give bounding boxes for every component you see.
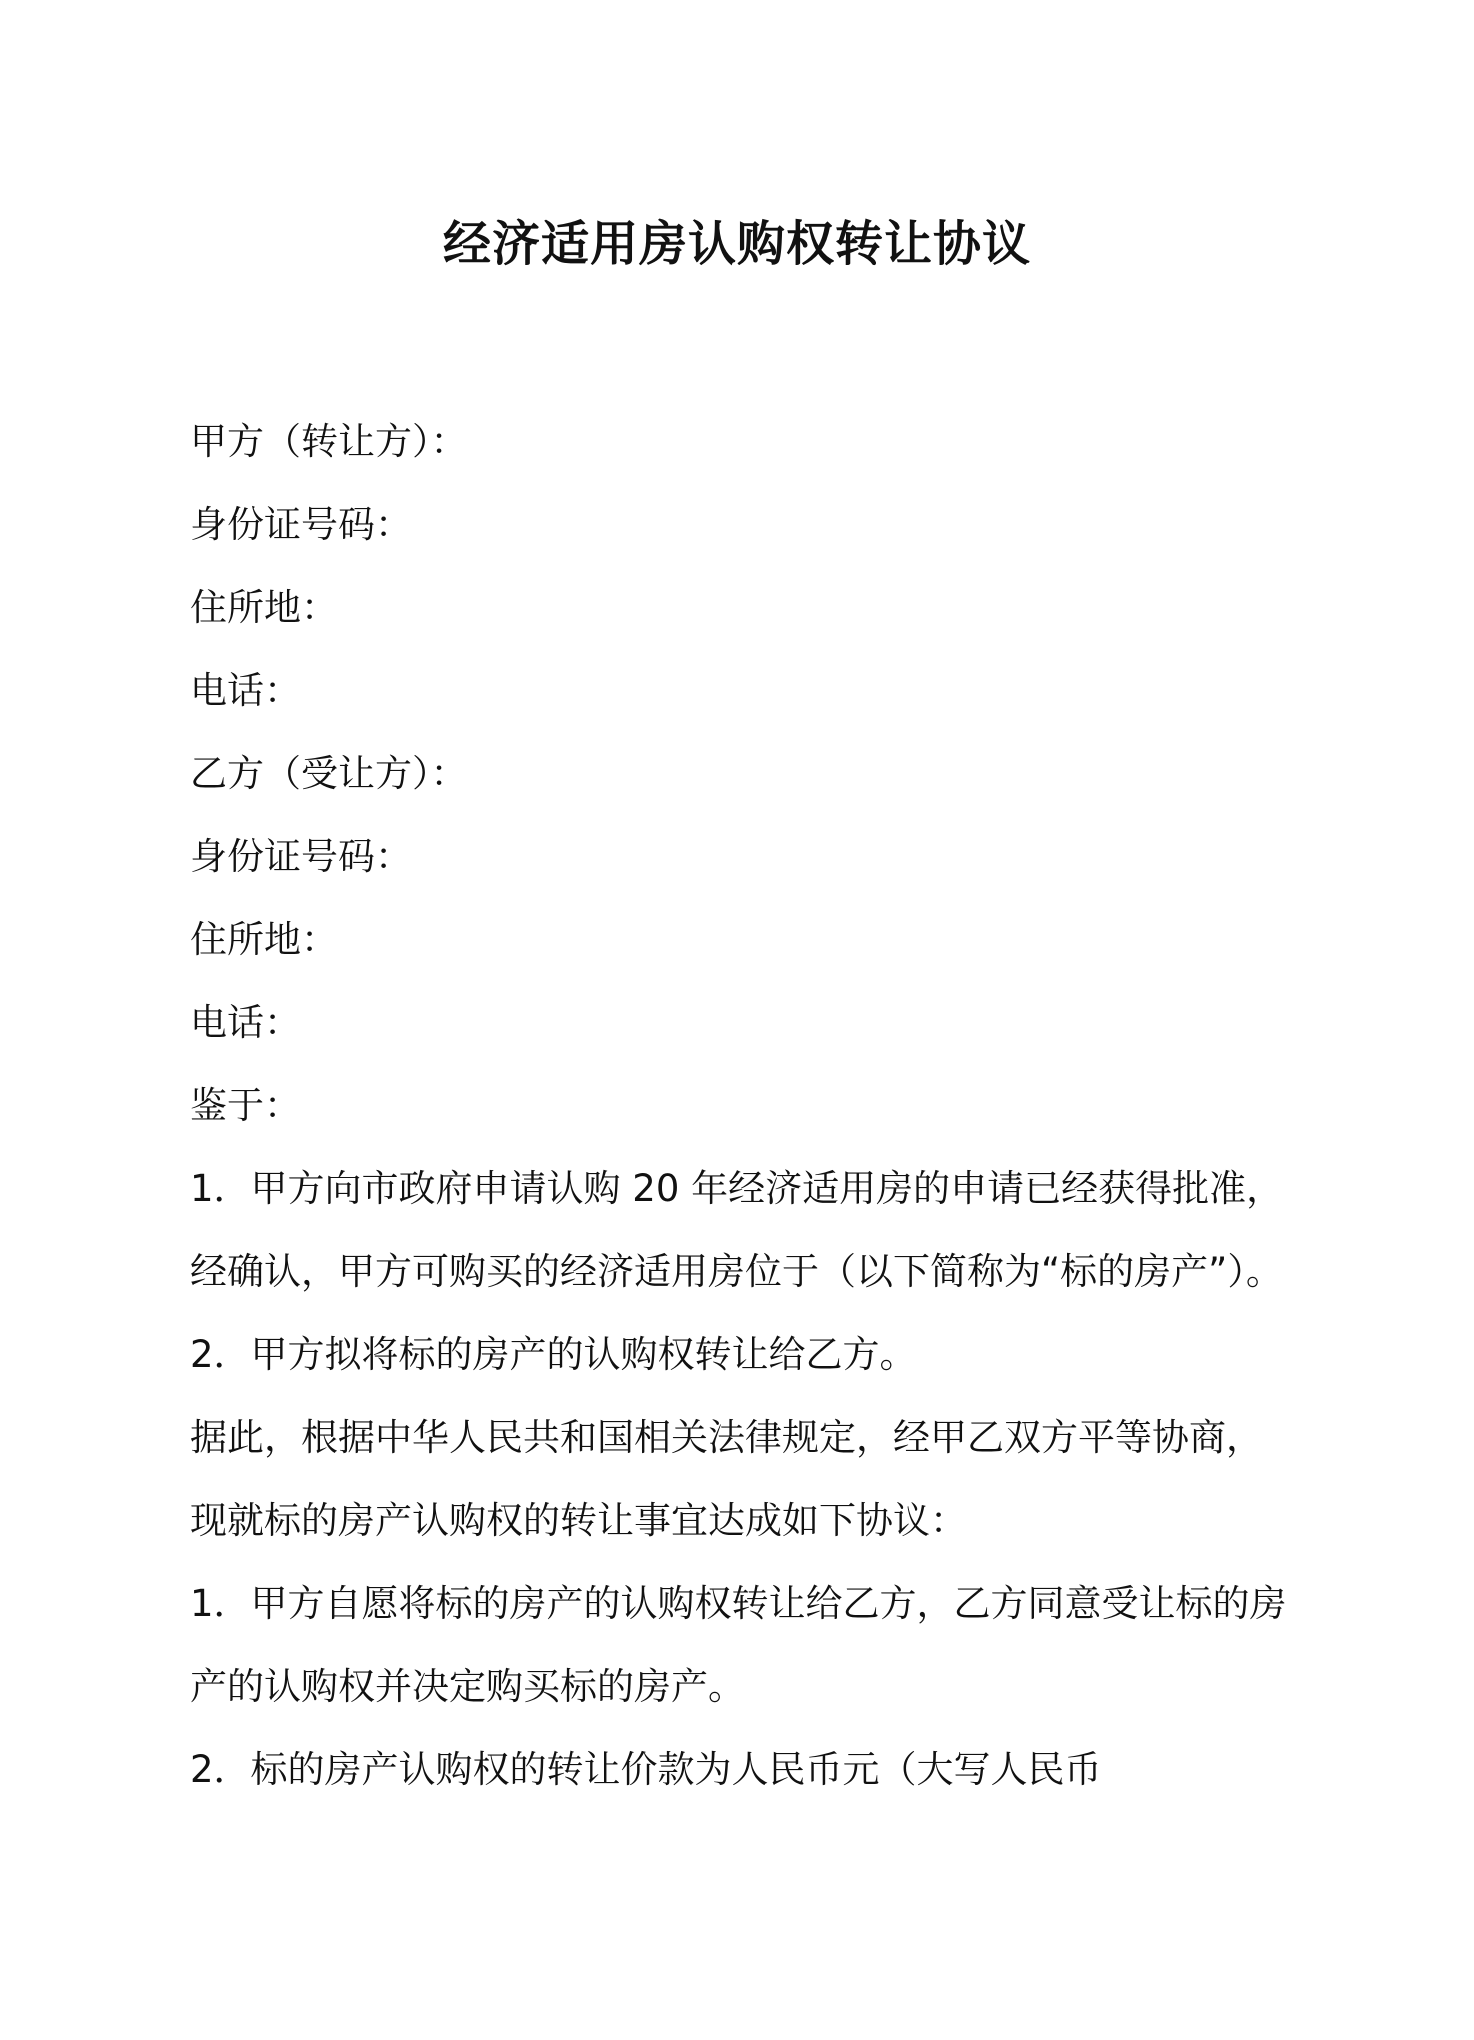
agreement-preamble-continued: 现就标的房产认购权的转让事宜达成如下协议： (190, 1499, 967, 1542)
document-body (190, 400, 1310, 1811)
document-title: 经济适用房认购权转让协议 (442, 216, 1031, 272)
party-b-label: 乙方（受让方）： (190, 752, 468, 795)
whereas-clause-1-continued: 经确认，甲方可购买的经济适用房位于（以下简称为“标的房产”）。 (190, 1250, 1283, 1293)
agreement-preamble: 据此，根据中华人民共和国相关法律规定，经甲乙双方平等协商， (190, 1416, 1263, 1459)
agreement-clause-1-continued: 产的认购权并决定购买标的房产。 (190, 1665, 745, 1708)
whereas-clause-2: 2．甲方拟将标的房产的认购权转让给乙方。 (190, 1333, 917, 1376)
party-a-label: 甲方（转让方）： (190, 420, 468, 463)
party-a-id-label: 身份证号码： (190, 503, 412, 546)
party-b-address-label: 住所地： (190, 918, 338, 961)
party-a-address-label: 住所地： (190, 586, 338, 629)
agreement-clause-1: 1．甲方自愿将标的房产的认购权转让给乙方，乙方同意受让标的房 (190, 1582, 1287, 1625)
whereas-heading: 鉴于： (190, 1084, 301, 1127)
party-a-phone-label: 电话： (190, 669, 301, 712)
party-b-phone-label: 电话： (190, 1001, 301, 1044)
whereas-clause-1: 1．甲方向市政府申请认购 20 年经济适用房的申请已经获得批准， (190, 1167, 1284, 1210)
party-b-id-label: 身份证号码： (190, 835, 412, 878)
agreement-clause-2: 2．标的房产认购权的转让价款为人民币元（大写人民币 (190, 1748, 1102, 1791)
